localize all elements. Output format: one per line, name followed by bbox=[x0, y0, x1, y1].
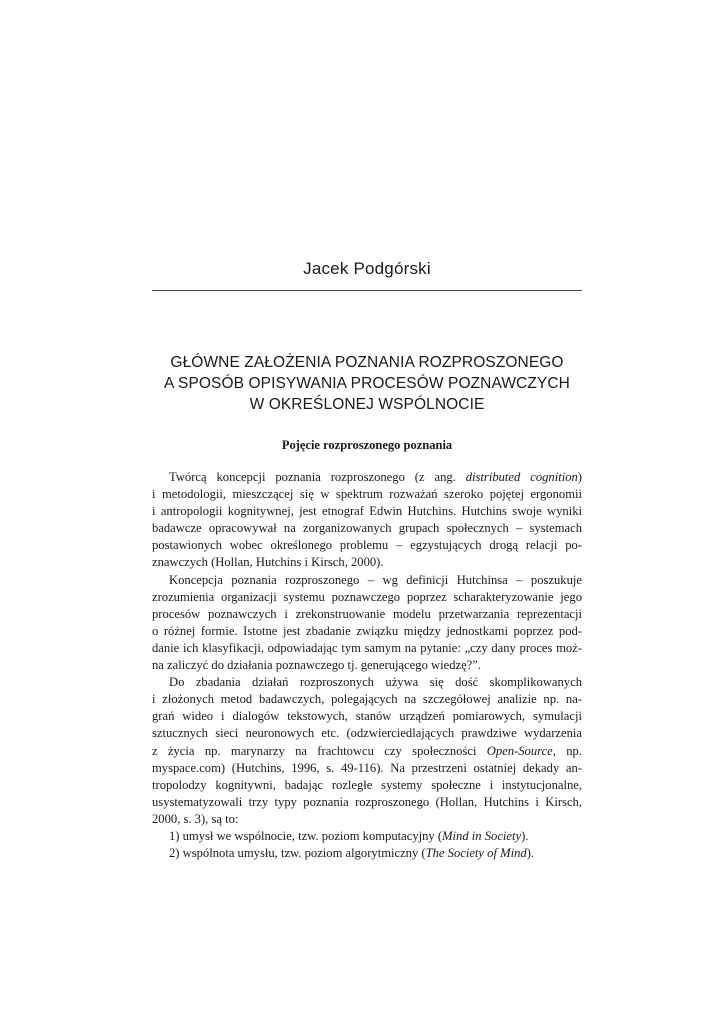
header-rule bbox=[152, 290, 582, 291]
text-segment: grań wideo i dialogów tekstowych, stanów urządzeń pomiarowych, symulacji bbox=[152, 709, 582, 724]
text-line bbox=[152, 486, 582, 503]
text-line bbox=[152, 657, 582, 674]
italic-term: Mind in Society bbox=[442, 828, 522, 843]
text-line bbox=[152, 674, 582, 691]
text-segment: i metodologii, mieszczącej się w spektrum rozważań szeroko pojętej ergonomii bbox=[152, 487, 582, 502]
text-segment: zrozumienia organizacji systemu poznawczego poprzez scharakteryzowanie jego bbox=[152, 589, 582, 604]
text-line bbox=[152, 777, 582, 794]
text-line bbox=[152, 725, 582, 742]
text-segment: badawcze opracowywał na zorganizowanych grupach społecznych – systemach bbox=[152, 521, 582, 536]
title-line: GŁÓWNE ZAŁOŻENIA POZNANIA ROZPROSZONEGO bbox=[170, 354, 564, 371]
text-line bbox=[152, 708, 582, 725]
italic-term: distributed cognition bbox=[465, 470, 578, 484]
text-segment: myspace.com) (Hutchins, 1996, s. 49-116). Na przestrzeni ostatniej dekady an- bbox=[152, 760, 582, 775]
text-line bbox=[152, 554, 582, 571]
italic-term: The Society of Mind bbox=[425, 846, 527, 861]
text-line bbox=[152, 503, 582, 520]
text-line bbox=[152, 691, 582, 708]
text-segment: , np. bbox=[552, 743, 582, 758]
text-segment: i złożonych metod badawczych, polegających na szczegółowej analizie np. na- bbox=[152, 692, 582, 707]
text-segment: ). bbox=[526, 846, 535, 861]
text-segment: tropolodzy kognitywni, badając rozległe systemy społeczne i instytucjonalne, bbox=[152, 777, 582, 792]
text-segment: postawionych wobec określonego problemu – egzystujących drogą relacji po- bbox=[152, 538, 582, 553]
text-segment: ) bbox=[577, 470, 582, 484]
text-line bbox=[152, 520, 582, 537]
text-line bbox=[152, 743, 582, 760]
title-line: A SPOSÓB OPISYWANIA PROCESÓW POZNAWCZYCH bbox=[164, 375, 570, 392]
text-segment: 2) wspólnota umysłu, tzw. poziom algorytmiczny ( bbox=[169, 846, 426, 861]
text-line bbox=[152, 589, 582, 606]
text-line bbox=[152, 572, 582, 589]
text-segment: danie ich klasyfikacji, odpowiadając tym samym na pytanie: „czy dany proces moż- bbox=[152, 640, 582, 655]
text-line bbox=[152, 623, 582, 640]
text-segment: o różnej formie. Istotne jest zbadanie związku między jednostkami poprzez pod- bbox=[152, 623, 582, 638]
text-segment: znawczych (Hollan, Hutchins i Kirsch, 2000). bbox=[152, 555, 384, 570]
text-segment: i antropologii kognitywnej, jest etnograf Edwin Hutchins. Hutchins swoje wyniki bbox=[152, 504, 582, 519]
text-line bbox=[152, 794, 582, 811]
text-segment: 1) umysł we wspólnocie, tzw. poziom komputacyjny ( bbox=[169, 828, 443, 843]
text-segment: z życia np. marynarzy na frachtowcu czy społeczności bbox=[152, 743, 487, 758]
title-line: W OKREŚLONEJ WSPÓLNOCIE bbox=[249, 396, 485, 413]
article-title bbox=[152, 352, 582, 415]
text-line bbox=[152, 537, 582, 554]
text-line bbox=[152, 469, 582, 486]
body-text bbox=[152, 469, 582, 862]
text-line bbox=[152, 760, 582, 777]
text-segment: na zaliczyć do działania poznawczego tj. generującego wiedzę?”. bbox=[152, 658, 481, 673]
italic-term: Open-Source bbox=[486, 743, 553, 758]
text-segment: Twórcą koncepcji poznania rozproszonego (z ang. bbox=[169, 470, 466, 484]
text-segment: Koncepcja poznania rozproszonego – wg definicji Hutchinsa – poszukuje bbox=[169, 572, 582, 587]
author-name: Jacek Podgórski bbox=[303, 259, 431, 278]
text-line bbox=[152, 828, 582, 845]
text-segment: sztucznych sieci neuronowych etc. (odzwierciedlających prawdziwe wydarzenia bbox=[152, 726, 582, 741]
text-segment: 2000, s. 3), są to: bbox=[152, 811, 239, 826]
text-line bbox=[152, 845, 582, 862]
section-heading: Pojęcie rozproszonego poznania bbox=[281, 438, 453, 452]
text-segment: procesów poznawczych i zrekonstruowanie modelu przetwarzania reprezentacji bbox=[152, 606, 582, 621]
text-line bbox=[152, 811, 582, 828]
text-segment: usystematyzowali trzy typy poznania rozproszonego (Hollan, Hutchins i Kirsch, bbox=[152, 794, 582, 809]
text-line bbox=[152, 640, 582, 657]
text-segment: Do zbadania działań rozproszonych używa się dość skomplikowanych bbox=[169, 675, 582, 690]
text-segment: ). bbox=[521, 828, 529, 843]
text-line bbox=[152, 606, 582, 623]
